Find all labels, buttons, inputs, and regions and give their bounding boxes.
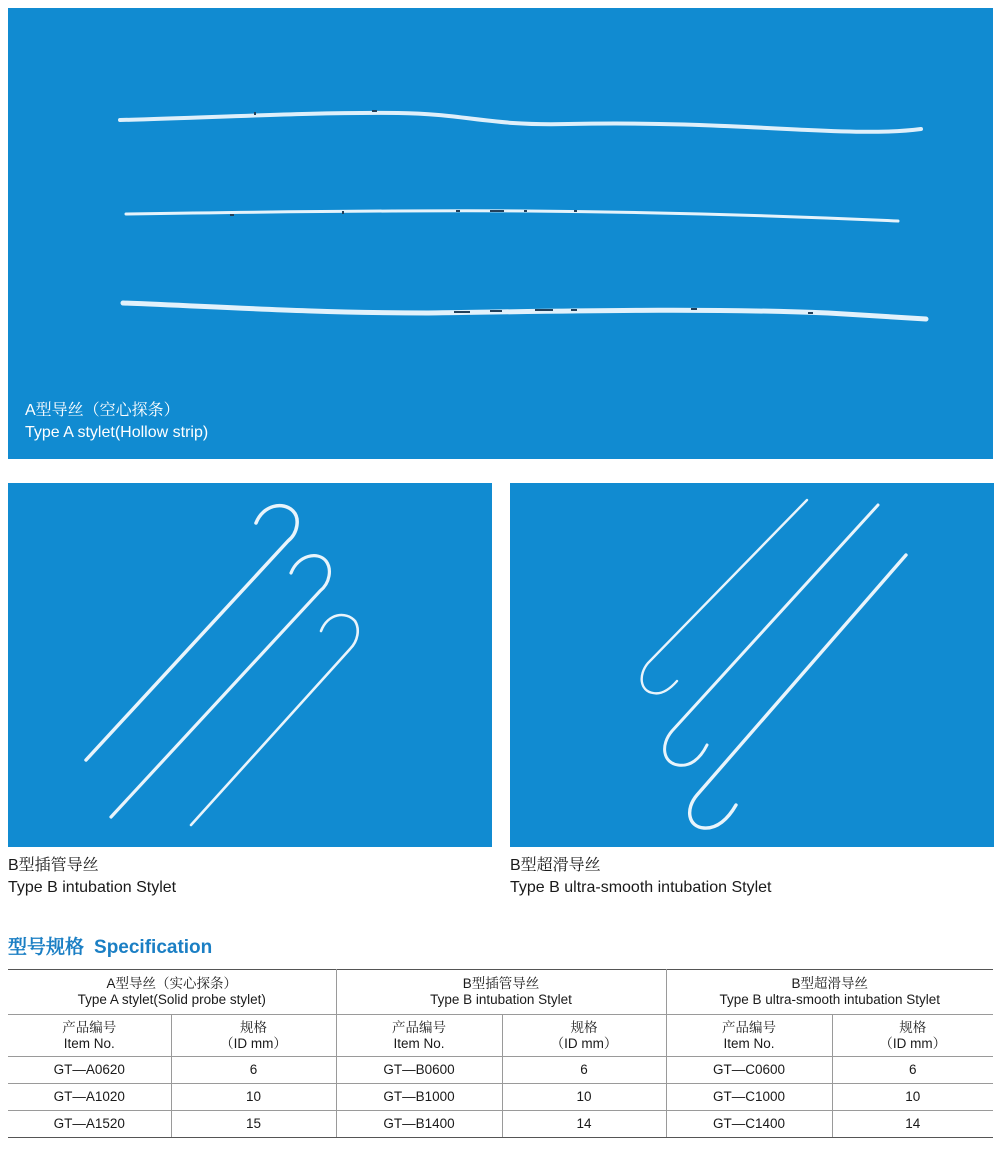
group-name-cn: B型插管导丝 <box>462 976 540 991</box>
type-a-stylet-illustration <box>8 8 993 459</box>
type-b-ultra-caption-en: Type B ultra-smooth intubation Stylet <box>510 879 772 896</box>
item-no-cell: GT—B0600 <box>336 1057 502 1084</box>
column-header-en: Item No. <box>63 1035 115 1051</box>
size-cell: 6 <box>502 1057 666 1084</box>
table-column-header-row <box>8 1015 993 1057</box>
type-b-intubation-stylet-photo <box>8 483 492 847</box>
ultra-stylet-3 <box>690 555 906 828</box>
group-name-en: Type B ultra-smooth intubation Stylet <box>719 992 941 1007</box>
type-b-ultra-caption-cn: B型超滑导丝 <box>510 857 601 874</box>
column-header-size <box>832 1015 993 1057</box>
column-header-en: （ID mm） <box>550 1035 618 1051</box>
size-cell: 10 <box>171 1084 336 1111</box>
size-cell: 14 <box>832 1111 993 1138</box>
size-cell: 6 <box>832 1057 993 1084</box>
column-header-en: Item No. <box>723 1035 775 1051</box>
column-header-item-no <box>8 1015 171 1057</box>
column-header-cn: 规格 <box>570 1019 598 1035</box>
group-header-type-a <box>8 970 336 1015</box>
group-name-cn: B型超滑导丝 <box>791 976 868 991</box>
table-group-header-row <box>8 970 993 1015</box>
group-name-en: Type B intubation Stylet <box>430 992 572 1007</box>
specification-title <box>8 932 212 959</box>
column-header-en: （ID mm） <box>879 1035 947 1051</box>
item-no-cell: GT—B1400 <box>336 1111 502 1138</box>
type-a-caption-en: Type A stylet(Hollow strip) <box>25 424 209 441</box>
column-header-en: Item No. <box>393 1035 445 1051</box>
column-header-item-no <box>666 1015 832 1057</box>
type-b-ultra-illustration <box>510 483 994 847</box>
size-cell: 10 <box>502 1084 666 1111</box>
column-header-cn: 产品编号 <box>392 1019 446 1035</box>
type-b-ultra-caption <box>510 855 771 899</box>
stylet-1 <box>120 113 921 132</box>
table-row <box>8 1084 993 1111</box>
column-header-cn: 规格 <box>899 1019 927 1035</box>
specification-title-en: Specification <box>94 937 213 958</box>
type-b-intubation-caption-cn: B型插管导丝 <box>8 857 99 874</box>
size-cell: 14 <box>502 1111 666 1138</box>
hook-stylet-3 <box>191 615 358 825</box>
group-header-type-b-intubation <box>336 970 666 1015</box>
type-a-caption-cn: A型导丝（空心探条） <box>25 402 180 419</box>
type-a-stylet-photo <box>8 8 993 459</box>
group-name-en: Type A stylet(Solid probe stylet) <box>77 992 266 1007</box>
type-b-intubation-caption-en: Type B intubation Stylet <box>8 879 177 896</box>
stylet-3 <box>123 303 926 319</box>
column-header-item-no <box>336 1015 502 1057</box>
hook-stylet-2 <box>111 556 329 817</box>
item-no-cell: GT—C0600 <box>666 1057 832 1084</box>
size-cell: 15 <box>171 1111 336 1138</box>
hook-stylet-1 <box>86 506 297 760</box>
group-name-cn: A型导丝（实心探条） <box>106 976 237 991</box>
group-header-type-b-ultra <box>666 970 993 1015</box>
specification-table <box>8 969 993 1138</box>
size-cell: 10 <box>832 1084 993 1111</box>
type-b-intubation-illustration <box>8 483 492 847</box>
column-header-en: （ID mm） <box>220 1035 287 1051</box>
item-no-cell: GT—C1000 <box>666 1084 832 1111</box>
item-no-cell: GT—A0620 <box>8 1057 171 1084</box>
type-b-intubation-caption <box>8 855 176 899</box>
item-no-cell: GT—A1520 <box>8 1111 171 1138</box>
column-header-size <box>502 1015 666 1057</box>
column-header-cn: 产品编号 <box>62 1019 117 1035</box>
ultra-stylet-2 <box>665 505 878 765</box>
column-header-cn: 规格 <box>240 1019 267 1035</box>
type-a-caption <box>25 400 208 444</box>
item-no-cell: GT—A1020 <box>8 1084 171 1111</box>
specification-title-cn: 型号规格 <box>8 937 85 958</box>
item-no-cell: GT—C1400 <box>666 1111 832 1138</box>
size-cell: 6 <box>171 1057 336 1084</box>
ultra-stylet-1 <box>642 500 807 693</box>
table-row <box>8 1057 993 1084</box>
stylet-2 <box>126 211 898 221</box>
item-no-cell: GT—B1000 <box>336 1084 502 1111</box>
type-b-ultra-smooth-stylet-photo <box>510 483 994 847</box>
column-header-cn: 产品编号 <box>722 1019 776 1035</box>
column-header-size <box>171 1015 336 1057</box>
table-row <box>8 1111 993 1138</box>
